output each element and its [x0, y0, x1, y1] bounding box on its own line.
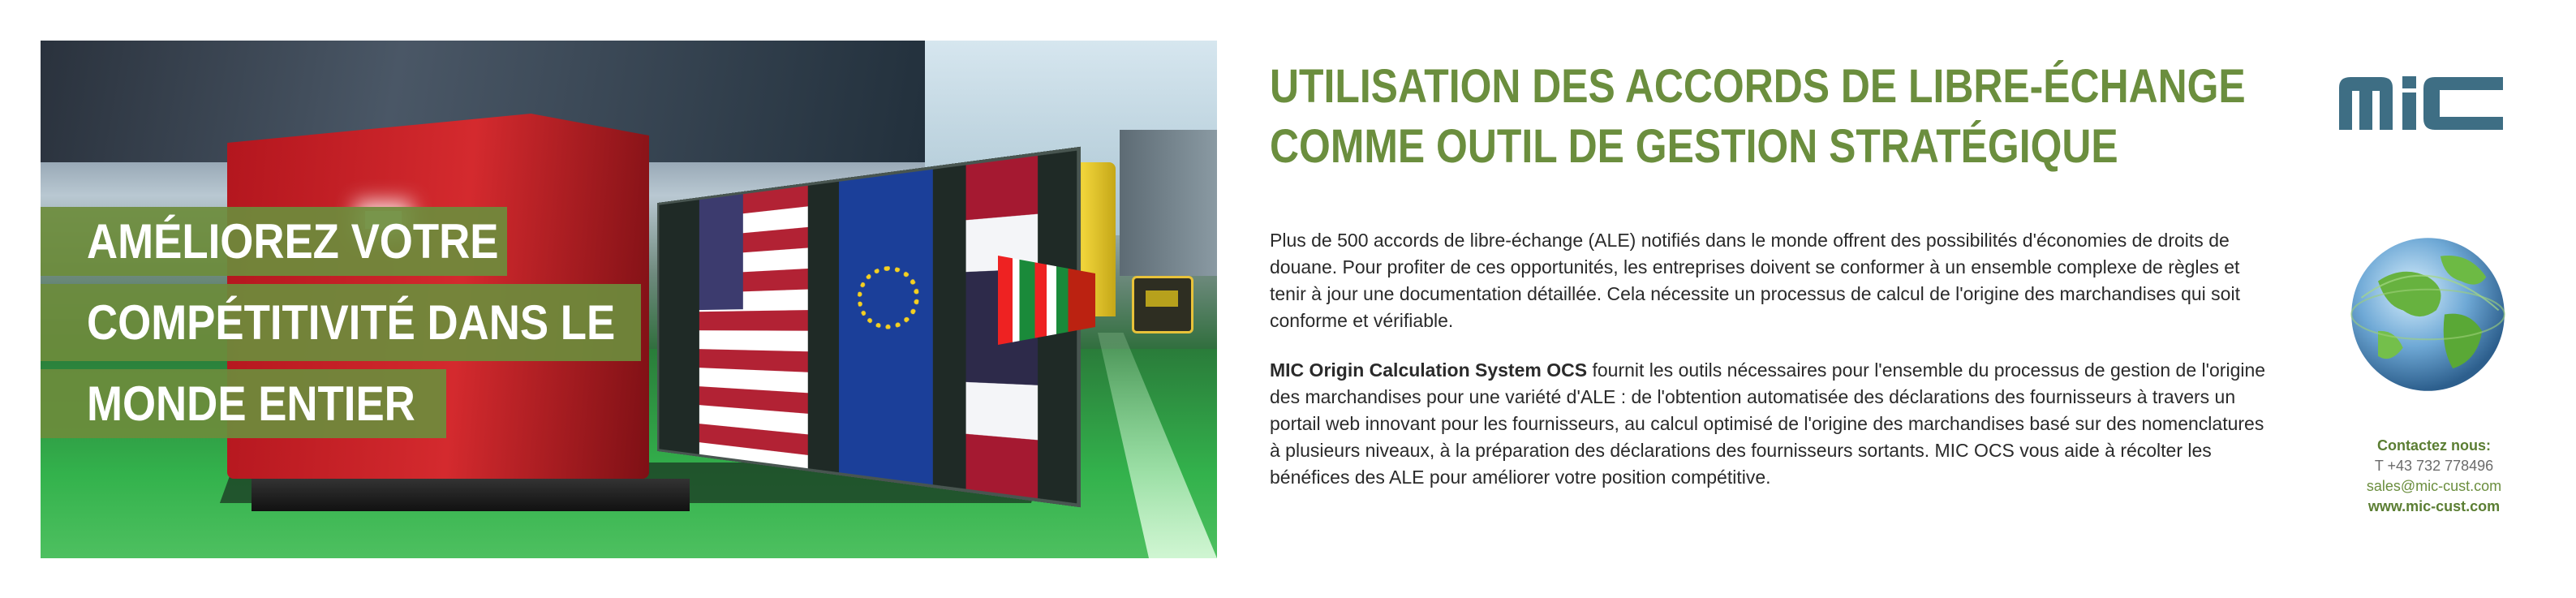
intro-paragraph: Plus de 500 accords de libre-échange (ALE) notifiés dans le monde offrent des possibilités d'économies de droits de douane. Pour profiter de ces opportunités, les entreprises doivent se conformer à un ensemble complexe de règles et tenir à jour une documentation détaillée. Cela nécessite un processus de calcul de l'origine des marchandises qui soit conforme et vérifiable.: [1270, 230, 2240, 331]
product-name: MIC Origin Calculation System OCS: [1270, 359, 1588, 381]
page-title: [1270, 57, 2246, 177]
product-description: fournit les outils nécessaires pour l'ensemble du processus de gestion de l'origine des marchandises pour une variété d'ALE : de l'obtention automatisée des déclarations des fournisseurs à travers un portail web innovant pour les fournisseurs, au calcul optimisé de l'origine des marchandises basé sur des nomenclatures à plusieurs niveaux, à la préparation des déclarations des fournisseurs sortants. MIC OCS vous aide à récolter les bénéfices des ALE pour améliorer votre position compétitive.: [1270, 359, 2266, 488]
oncoming-train: [1132, 276, 1193, 333]
contact-title: Contactez nous:: [2376, 437, 2491, 454]
contact-block: [2337, 436, 2531, 517]
email-link[interactable]: sales@mic-cust.com: [2366, 478, 2502, 494]
hero-line: AMÉLIOREZ VOTRE: [87, 214, 499, 269]
website-link[interactable]: www.mic-cust.com: [2367, 498, 2501, 514]
hero-image: [41, 41, 1217, 558]
usa-flag: [699, 186, 808, 468]
locomotive-base: [252, 479, 690, 511]
product-paragraph: [1270, 357, 2276, 491]
globe-icon: [2345, 231, 2511, 398]
phone-number[interactable]: T +43 732 778496: [2374, 458, 2494, 474]
hero-line: COMPÉTITIVITÉ DANS LE: [87, 295, 616, 350]
eu-flag: [839, 170, 933, 484]
title-line: UTILISATION DES ACCORDS DE LIBRE-ÉCHANGE: [1270, 60, 2246, 113]
industrial-building: [1120, 130, 1217, 276]
mic-logo: [2333, 65, 2527, 146]
hero-line: MONDE ENTIER: [87, 376, 415, 431]
title-line: COMME OUTIL DE GESTION STRATÉGIQUE: [1270, 120, 2118, 173]
